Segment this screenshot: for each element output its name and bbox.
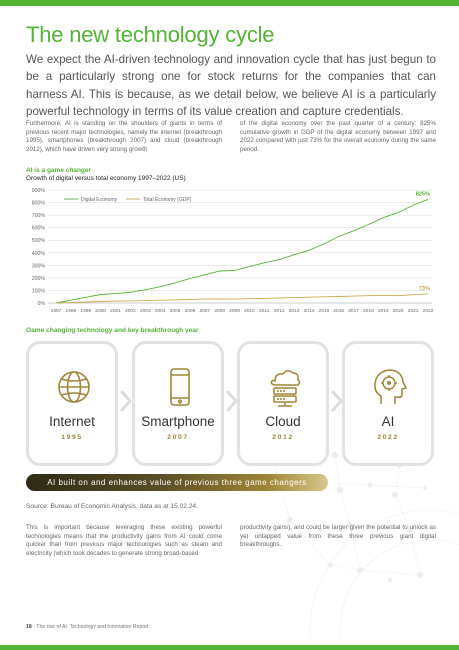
- x-tick-label: 2010: [244, 309, 255, 314]
- body-text-left: Furthermore, AI is standing on the shoulders of giants in terms of previous recent major technologies, namely the internet (breakthrough 1995), smartphones (breakthrough 2007) and cloud (breakthrough 2012), which have driven very strong growth: [26, 120, 222, 153]
- legend-label: Total Economy (GDP): [143, 197, 192, 203]
- end-value-label: 825%: [415, 191, 430, 198]
- card-year: 2012: [272, 434, 294, 441]
- y-tick-label: 900%: [31, 188, 45, 194]
- source-note: Source: Bureau of Economic Analysis, data as at 15.02.24.: [26, 503, 198, 510]
- y-tick-label: 400%: [31, 250, 45, 257]
- intro-paragraph: We expect the AI-driven technology and innovation cycle that has just begun to be a particularly strong one for stock returns for the companies that can harness AI. This is because, as we detail below, we believe AI is a particularly powerful technology in terms of its value creation and capture credentials.: [26, 53, 436, 118]
- x-tick-label: 2019: [378, 309, 389, 314]
- x-tick-label: 2015: [318, 309, 330, 314]
- card-name: Smartphone: [141, 414, 215, 429]
- x-tick-label: 2004: [154, 309, 166, 314]
- x-tick-label: 2016: [333, 309, 345, 314]
- card-year: 2022: [377, 434, 399, 441]
- x-tick-label: 2021: [407, 309, 419, 314]
- y-tick-label: 500%: [31, 238, 45, 245]
- summary-banner: [26, 474, 328, 491]
- x-tick-label: 2005: [169, 309, 181, 314]
- footer-text: - The rise of AI: Technology and Innovation Report: [31, 624, 149, 630]
- body-text-right: of the digital economy over the past quarter of a century: 825% cumulative growth in GDP of the digital economy between 1997 and 2022 compared with just 73% for the overall economy during the same period.: [240, 120, 436, 153]
- x-tick-label: 2006: [184, 309, 196, 314]
- x-tick-label: 2014: [303, 309, 315, 314]
- card-name: AI: [381, 414, 395, 429]
- x-tick-label: 2008: [214, 309, 226, 314]
- series-line-total-economy: [56, 294, 428, 303]
- x-tick-label: 2012: [273, 309, 285, 314]
- x-tick-label: 2013: [288, 309, 300, 314]
- globe-icon: [53, 366, 95, 408]
- card-year: 2007: [167, 434, 189, 441]
- card-cloud: [237, 341, 329, 466]
- chart-title: Growth of digital versus total economy 1997–2022 (US): [26, 175, 186, 182]
- y-tick-label: 0%: [37, 301, 45, 307]
- x-tick-label: 2003: [139, 309, 151, 314]
- y-tick-label: 100%: [31, 288, 45, 295]
- x-tick-label: 1997: [50, 309, 62, 314]
- x-tick-label: 2011: [259, 309, 270, 314]
- y-tick-label: 600%: [31, 225, 45, 232]
- x-tick-label: 2000: [95, 309, 106, 314]
- x-tick-label: 2007: [199, 309, 211, 314]
- y-tick-label: 300%: [31, 263, 45, 270]
- card-internet: [26, 341, 118, 466]
- page-title: The new technology cycle: [26, 22, 275, 47]
- card-name: Internet: [49, 414, 95, 429]
- page-number: 18: [26, 624, 32, 630]
- bottom-accent-bar: [0, 645, 459, 650]
- game-changers-title: Game changing technology and key breakthrough year: [26, 327, 199, 334]
- body-text-bottom-right: productivity gains), and could be larger given the potential to unlock as yet untapped value from these three previous giant digital breakthroughs.: [240, 524, 436, 549]
- smartphone-icon: [159, 366, 201, 408]
- top-accent-bar: [0, 0, 459, 6]
- x-tick-label: 2009: [229, 309, 240, 314]
- card-smartphone: [132, 341, 224, 466]
- chevron-right-icon: [119, 390, 133, 412]
- ai-brain-icon: [369, 366, 411, 408]
- x-tick-label: 2017: [348, 309, 359, 314]
- x-tick-label: 2002: [125, 309, 136, 314]
- card-year: 1995: [61, 434, 83, 441]
- y-tick-label: 200%: [31, 275, 45, 282]
- growth-line-chart: [26, 184, 438, 318]
- card-name: Cloud: [265, 414, 301, 429]
- x-tick-label: 2022: [422, 309, 434, 314]
- x-tick-label: 2020: [392, 309, 404, 314]
- y-tick-label: 700%: [31, 213, 45, 220]
- legend-label: Digital Economy: [81, 197, 118, 203]
- page-footer: [26, 624, 148, 630]
- card-ai: [342, 341, 434, 466]
- chart-kicker: AI is a game changer: [26, 167, 92, 174]
- banner-text: AI built on and enhances value of previous three game changers: [47, 478, 307, 487]
- x-tick-label: 2018: [363, 309, 374, 314]
- x-tick-label: 2001: [110, 309, 121, 314]
- x-tick-label: 1998: [65, 309, 77, 314]
- y-tick-label: 800%: [31, 200, 45, 207]
- end-value-label: 73%: [418, 285, 430, 292]
- cloud-server-icon: [264, 366, 306, 408]
- body-text-bottom-left: This is important because leveraging these existing powerful technologies means that the productivity gains from AI could come quicker than from previous major technologies such as steam and electricity (which took decades to generate strong broad-based: [26, 524, 222, 557]
- x-tick-label: 1999: [80, 309, 92, 314]
